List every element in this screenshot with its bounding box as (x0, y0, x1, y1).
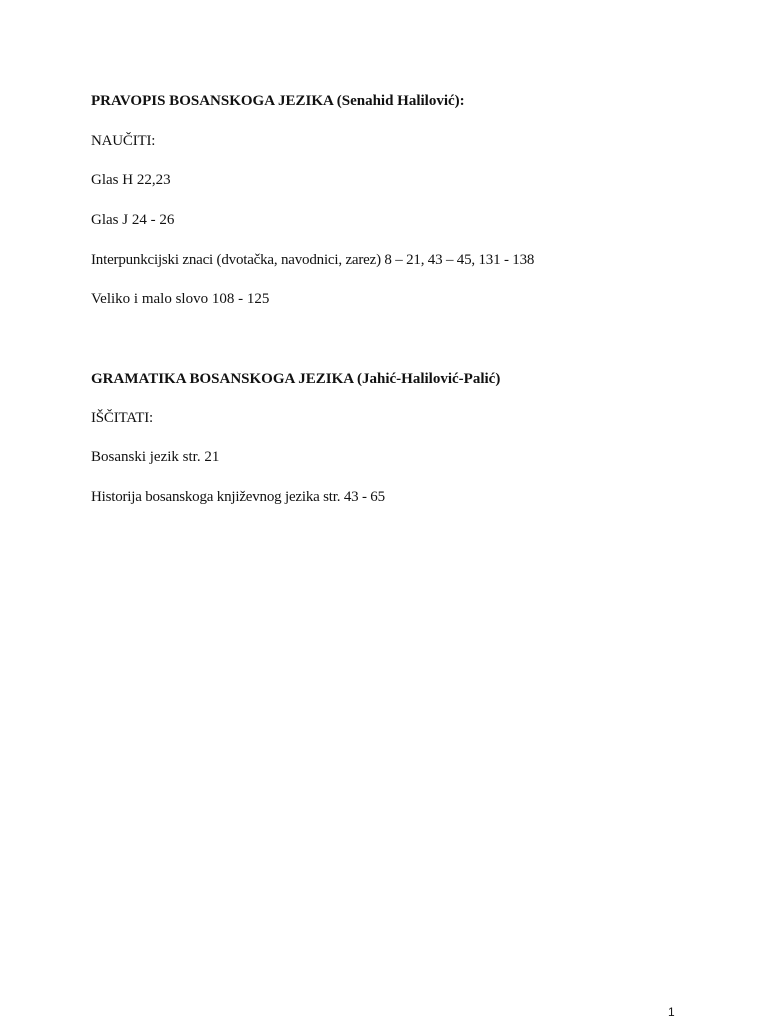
section-2-subheading: IŠČITATI: (91, 410, 153, 426)
section-2-heading: GRAMATIKA BOSANSKOGA JEZIKA (Jahić-Halilović-Palić) (91, 371, 501, 387)
section-1-heading: PRAVOPIS BOSANSKOGA JEZIKA (Senahid Halilović): (91, 93, 465, 109)
page-number: 1 (668, 1005, 675, 1019)
section-1-item-glas-j: Glas J 24 - 26 (91, 212, 175, 228)
section-1-subheading: NAUČITI: (91, 133, 156, 149)
section-2-item-historija: Historija bosanskoga književnog jezika str. 43 - 65 (91, 489, 385, 505)
section-1-item-glas-h: Glas H 22,23 (91, 172, 171, 188)
section-2-item-bosanski-jezik: Bosanski jezik str. 21 (91, 449, 220, 465)
section-1-item-veliko-malo-slovo: Veliko i malo slovo 108 - 125 (91, 291, 270, 307)
section-1-item-interpunkcija: Interpunkcijski znaci (dvotačka, navodnici, zarez) 8 – 21, 43 – 45, 131 - 138 (91, 252, 535, 268)
